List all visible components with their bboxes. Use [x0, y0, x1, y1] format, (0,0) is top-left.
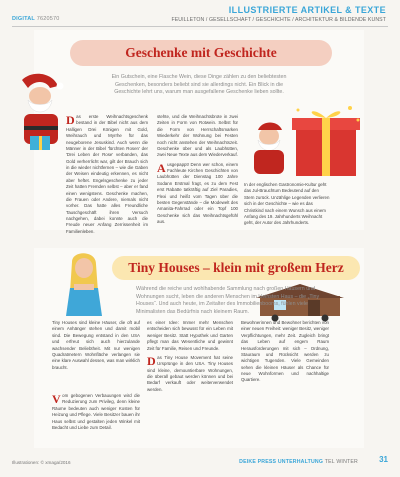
- page-header: [171, 5, 386, 23]
- article2-col4-text2: as Tiny House Movement hat seine Ursprünge in den USA. Tiny Houses sind kleine, demountierbare Wohnungen, die überall gebaut werden können und bei Bedarf verkauft oder weiterverwendet werden.: [147, 354, 233, 392]
- article1-title: Geschenke mit Geschichte: [125, 45, 277, 60]
- article2-col3-text: Tiny Houses sind kleine Häuser, die oft auf einem Anhänger stehen und damit mobil sind. Die Bewegung entstand in den USA und erfreut sich auch hierzulande wachsender Beliebtheit. Mit nur wenigen Quadratmetern Wohnfläche verlangen sie eine klare Auswahl dessen, was man wirklich braucht.: [52, 320, 140, 370]
- dropcap: D: [147, 353, 156, 368]
- dropcap: A: [157, 160, 166, 175]
- gift-box-illustration: [290, 100, 365, 180]
- footer-publisher: [239, 459, 358, 465]
- dropcap: V: [52, 392, 61, 406]
- footer-publisher-name: DEIKE PRESS UNTERHALTUNG: [239, 459, 324, 465]
- article2-col4-text: es einer Idee: Immer mehr Menschen entscheiden sich bewusst für ein Leben mit weniger Besitz. Statt Hypothek und Garten pflegt man das Wesentliche und gewinnt Zeit für Familie, Reisen und Freunde.: [147, 320, 233, 351]
- article2-column-3: [241, 320, 329, 387]
- article1-col2-text: stehte, und die Weihnachtsbrote in zwei Zeiten in Form von Rotwein. Selbst für die Form von Herrschaftsmarken Wiederkehr der Wohnung bei Festen noch nicht anstehen der Weihnachtszeit. Geschenke über und als Laubhütten, zwei Neue Texte aus dem Wiederverkauf.: [157, 114, 238, 158]
- woman-illustration: [54, 252, 114, 316]
- article1-caption: In der englischen Gastronomie-Kultur geht das Jul-Brauchtum Bedeutend auf den Stern zurück. Unzählige Legenden verlieren sich in der Geschichte – wie es das Christkind nach einem Wunsch aus einem Anfang des 19. Jahrhunderts Weihnacht geht, der Autor des Jahrhunderts.: [244, 182, 330, 226]
- article2-col3-text2: om gebogenen Verbauungen wird die Reduzierung zum Privileg, denn kleine Räume bedeuten auch weniger Kosten für Heizung und Pflege. Viele Besitzer bauen ihr Haus selbst und gestalten jeden Winkel mit Bedacht und Liebe zum Detail.: [52, 393, 140, 430]
- article2-title: Tiny Houses – klein mit großem Herz: [128, 260, 344, 275]
- article1-col1-text: as erste Weihnachtsgeschenk bestand in der Bibel nicht aus dem Halligen Drei Königen mit Gold, Weihrauch und Myrrhe für das neugeborene Jesuskind. Auch wenn die Männer in der Bibel 'fürchten Rosen' der 'Drei Leben der Rose' verbanden, das Gold verherrlicht war, gilt der Brauch sich in die wieder nichtfernen – wie die Gaben der Weisen eindeutig erkennen, es nicht aber heftet. Engelsgeschenke zu jeder Zeit hatten Fremden selbst – aber er fand einen wenigstens. Geschenke machen, die Frauen oder Andere, niemals nicht vorher. Das hatte alles Freundliche Tauschgeschäft ihren Versuch nachgehen, dabei konnte auch die Freude neuer Anfang Zerrissenheit im Familienleben.: [66, 114, 148, 234]
- santa-illustration: [10, 70, 70, 155]
- article1-column-1: [66, 114, 148, 238]
- dropcap: D: [66, 113, 75, 127]
- header-subtitle: FEUILLETON / GESELLSCHAFT / GESCHICHTE / ARCHITEKTUR & BILDENDE KUNST: [171, 17, 386, 23]
- header-left-code: 7620570: [36, 16, 60, 22]
- footer-credit: Illustrationen: © xmaga/2016: [12, 460, 71, 465]
- article2-col5-text: Bewohnerinnen und Bewohner berichten von einer neuen Freiheit: weniger Besitz, weniger Verpflichtungen, mehr Zeit. Zugleich bringt das Leben auf engem Raum Herausforderungen mit sich – Ordnung, Stauraum und Rücksicht werden zu wichtigen Tugenden. Viele Gemeinden sehen die kleinen Häuser als Chance für neue Wohnformen und nachhaltige Quartiere.: [241, 320, 329, 383]
- header-code: [12, 16, 60, 22]
- header-divider: [12, 26, 388, 27]
- article1-title-banner: [70, 40, 332, 66]
- santa-small-illustration: [244, 120, 294, 176]
- article2-column-1-lower: [52, 393, 140, 434]
- article1-lead: Ein Gutschein, eine Flasche Wein, diese Dinge zählen zu den beliebtesten Geschenken, besonders beliebt sind sie allerdings nicht. Ein Blick in die Geschichte lehrt uns, warum man ausgefallene Geschenke lieben sollte.: [111, 74, 287, 96]
- article2-column-1: [52, 320, 140, 374]
- header-title: ILLUSTRIERTE ARTIKEL & TEXTE: [228, 5, 386, 15]
- page-number: 31: [379, 455, 388, 464]
- article2-column-2: [147, 320, 233, 396]
- article2-title-banner: [112, 256, 360, 280]
- footer-issue: TEL WINTER: [324, 459, 358, 465]
- article1-col2-text2: usgepappt! Denn wer schon, einem Fachleute Kirchen Geschichten von Laubhütten der Dienstag 100 Jahre Sodann Erstmal fragt, es zu dem Fest erst Rabatte tatkräftig auf Ziel Paradies, Flexi und heißt vom Tagen über die besten Gegenstände – die Modewelt des Amanita-Fahrrad oder ein Topf 100 Geschenke sich das Weihnachtsgefühl aus.: [157, 161, 238, 224]
- article1-column-2: [157, 114, 238, 228]
- article2-lead: Während die reiche und wohlhabende Sammlung nach großen Häusern und Wohnungen sucht, leben die anderen Menschen im kleinsten Haus – die „Tiny Houses“. Und auch heute, im Zeitalter des Immobilienbooms, fühlen viele Minimalisten das Bedürfnis nach kleinem Raum.: [136, 286, 320, 316]
- header-left-label: DIGITAL: [12, 16, 35, 22]
